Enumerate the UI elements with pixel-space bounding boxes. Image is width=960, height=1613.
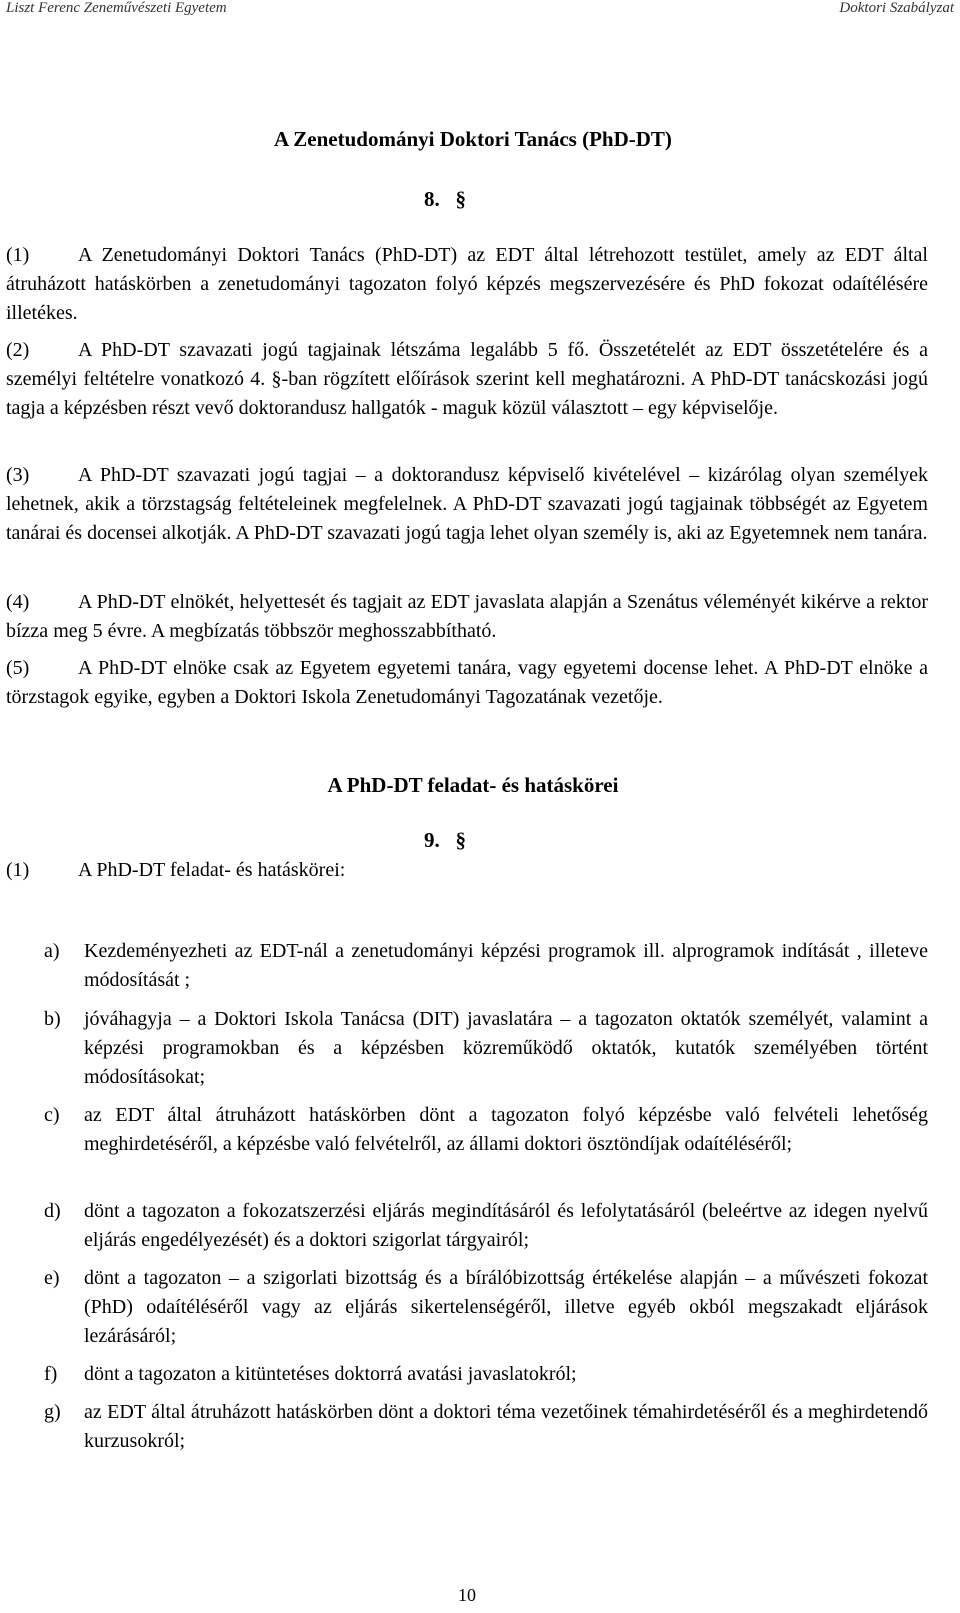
list-item: [44, 1005, 928, 1092]
section-8-paragraph-4: [6, 588, 928, 646]
list-item-letter: b): [44, 1008, 61, 1030]
list-item-letter: d): [44, 1200, 61, 1222]
list-item: [44, 1101, 928, 1159]
list-item: [44, 937, 928, 995]
list-item-text: jóváhagyja – a Doktori Iskola Tanácsa (DIT) javaslatára – a tagozaton oktatók személyét, valamint a képzési programokban és a képzésben közreműködő oktatók, kutatók személyében történt módosításokat;: [84, 1008, 928, 1088]
header-institution: Liszt Ferenc Zeneművészeti Egyetem: [6, 0, 227, 16]
section-8-paragraph-3: [6, 461, 928, 548]
list-item-letter: f): [44, 1363, 58, 1385]
paragraph-number: (1): [6, 244, 30, 266]
paragraph-text: A PhD-DT feladat- és hatáskörei:: [78, 859, 346, 881]
list-item: [44, 1264, 928, 1351]
list-item-text: az EDT által átruházott hatáskörben dönt a tagozaton folyó képzésbe való felvételi lehetőség meghirdetéséről, a képzésbe való felvételről, az állami doktori ösztöndíjak odaítéléséről;: [84, 1104, 928, 1155]
paragraph-number: (5): [6, 657, 30, 679]
paragraph-number: (3): [6, 464, 30, 486]
paragraph-number: (2): [6, 339, 30, 361]
page-number: 10: [458, 1585, 476, 1605]
section-8-paragraph-5: [6, 654, 928, 712]
section-8-paragraph-2: [6, 336, 928, 423]
list-item-text: Kezdeményezheti az EDT-nál a zenetudományi képzési programok ill. alprogramok indítását , illeteve módosítását ;: [84, 940, 928, 991]
list-item: [44, 1360, 928, 1389]
list-item-letter: c): [44, 1104, 60, 1126]
paragraph-text: A PhD-DT szavazati jogú tagjai – a doktorandusz képviselő kivételével – kizárólag olyan személyek lehetnek, akik a törzstagság feltételeinek megfelelnek. A PhD-DT szavazati jogú tagjainak többségét az Egyetem tanárai és docensei alkotják. A PhD-DT szavazati jogú tagja lehet olyan személy is, aki az Egyetemnek nem tanára.: [6, 464, 928, 544]
list-item: [44, 1398, 928, 1456]
list-item-text: dönt a tagozaton a fokozatszerzési eljárás megindításáról és lefolytatásáról (beleértve az idegen nyelvű eljárás engedélyezését) és a doktori szigorlat tárgyairól;: [84, 1200, 928, 1251]
section-9-number: 9. §: [424, 828, 466, 852]
list-item-letter: g): [44, 1401, 61, 1423]
paragraph-text: A Zenetudományi Doktori Tanács (PhD-DT) az EDT által létrehozott testület, amely az EDT által átruházott hatáskörben a zenetudományi tagozaton folyó képzés megszervezésére és PhD fokozat odaítélésére illetékes.: [6, 244, 928, 324]
section-8-paragraph-1: [6, 241, 928, 328]
list-item-text: dönt a tagozaton – a szigorlati bizottság és a bírálóbizottság értékelése alapján – a művészeti fokozat (PhD) odaítéléséről vagy az eljárás sikertelenségéről, illetve egyéb okból megszakadt eljárások lezárásáról;: [84, 1267, 928, 1347]
list-item-letter: a): [44, 940, 60, 962]
section-8-number: 8. §: [424, 187, 466, 211]
paragraph-text: A PhD-DT elnöke csak az Egyetem egyetemi tanára, vagy egyetemi docense lehet. A PhD-DT elnöke a törzstagok egyike, egyben a Doktori Iskola Zenetudományi Tagozatának vezetője.: [6, 657, 928, 708]
section-9-intro: [6, 856, 345, 885]
paragraph-text: A PhD-DT elnökét, helyettesét és tagjait az EDT javaslata alapján a Szenátus véleményét kikérve a rektor bízza meg 5 évre. A megbízatás többször meghosszabbítható.: [6, 591, 928, 642]
section-9-title: A PhD-DT feladat- és hatáskörei: [327, 773, 619, 797]
section-8-title: A Zenetudományi Doktori Tanács (PhD-DT): [274, 127, 672, 151]
paragraph-text: A PhD-DT szavazati jogú tagjainak létszáma legalább 5 fő. Összetételét az EDT összetételére és a személyi feltételre vonatkozó 4. §-ban rögzített előírások szerint kell meghatározni. A PhD-DT tanácskozási jogú tagja a képzésben részt vevő doktorandusz hallgatók - maguk közül választott – egy képviselője.: [6, 339, 928, 419]
list-item-text: az EDT által átruházott hatáskörben dönt a doktori téma vezetőinek témahirdetéséről és a meghirdetendő kurzusokról;: [84, 1401, 928, 1452]
list-item: [44, 1197, 928, 1255]
list-item-text: dönt a tagozaton a kitüntetéses doktorrá avatási javaslatokról;: [84, 1363, 577, 1385]
page-header: [6, 0, 954, 20]
paragraph-number: (1): [6, 859, 30, 881]
list-item-letter: e): [44, 1267, 60, 1289]
header-document-title: Doktori Szabályzat: [839, 0, 954, 16]
paragraph-number: (4): [6, 591, 30, 613]
